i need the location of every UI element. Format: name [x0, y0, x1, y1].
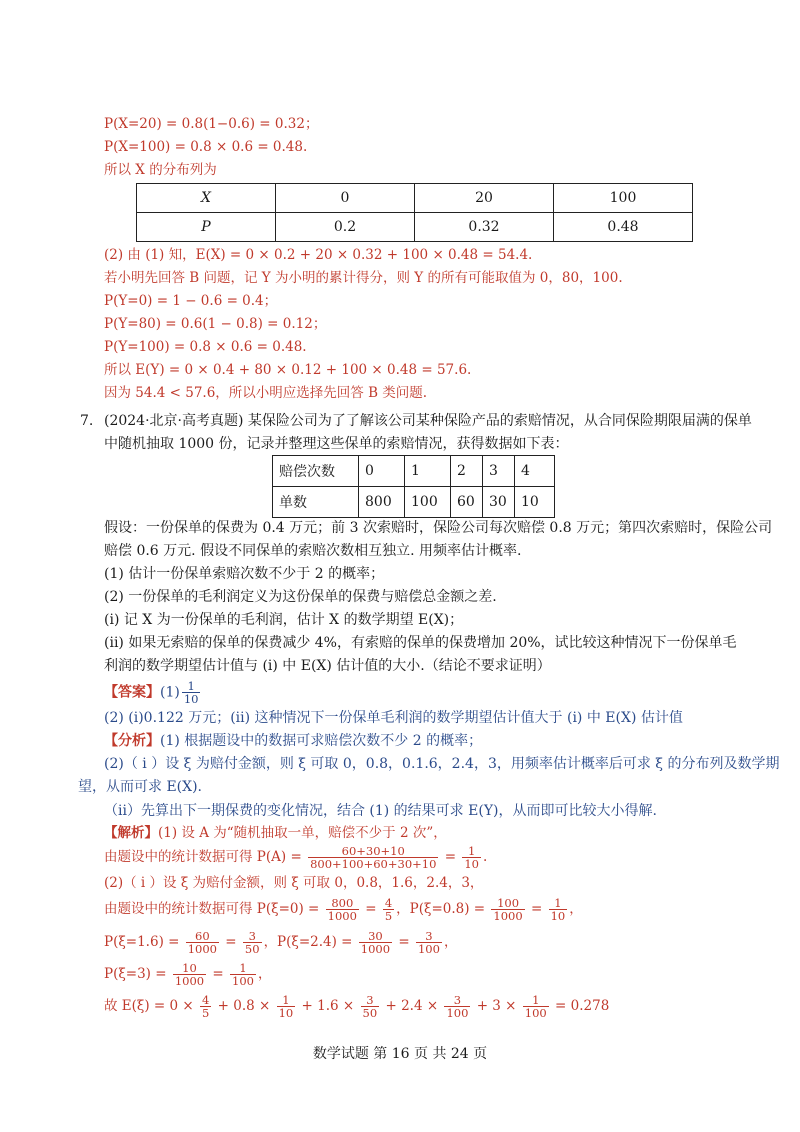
fraction-numerator: 10	[173, 962, 206, 975]
fraction-numerator: 3	[416, 930, 442, 943]
fraction-denominator: 5	[202, 1006, 210, 1020]
solution-term: + 2.4 ×	[385, 998, 439, 1014]
solution-line-4: 由题设中的统计数据可得 P(ξ=0) = $\frac{800}{1000}$ = $\frac{4}{5}$ ，P(ξ=0.8) = $\frac{100}{1000}$ = $\frac{1}{10}$ ，	[104, 896, 583, 923]
answer-line-1	[104, 680, 202, 705]
solution-tag: 【解析】	[104, 825, 158, 841]
table-cell: 赔偿次数	[273, 456, 359, 487]
fraction-numerator: 1	[277, 994, 296, 1007]
table-cell: 单数	[273, 487, 359, 518]
solution-line-7	[104, 994, 609, 1019]
question-part-2: (2) 一份保单的毛利润定义为这份保单的保费与赔偿总金额之差.	[104, 589, 497, 605]
question-part-2ii-a: (ii) 如果无索赔的保单的保费减少 4%，有索赔的保单的保费增加 20%，试比较这种情况下一份保单毛	[104, 635, 737, 651]
table-cell: 0.48	[554, 213, 693, 242]
table-cell: 60	[451, 487, 483, 518]
fraction-numerator: 1	[462, 845, 481, 858]
prev-line-conclusion: 因为 54.4 < 57.6，所以小明应选择先回答 B 类问题.	[104, 385, 428, 401]
analysis-line-3: 望，从而可求 E(X).	[78, 779, 203, 795]
solution-line-1	[104, 822, 447, 844]
solution-text-4-mid: ，P(ξ=0.8) =	[396, 901, 486, 917]
solution-line-2: 由题设中的统计数据可得 P(A) = $\frac{60+30+10}{800+100+60+30+10}$ = $\frac{1}{10}$ .	[104, 844, 488, 871]
fraction-numerator: 4	[202, 993, 210, 1007]
question-number: 7.	[80, 413, 94, 429]
fraction	[491, 897, 524, 922]
fraction-denominator: 10	[550, 909, 566, 923]
analysis-tag: 【分析】	[104, 733, 160, 749]
table-cell: 3	[483, 456, 515, 487]
fraction-numerator: 60+30+10	[308, 845, 438, 858]
fraction-numerator: 1	[523, 994, 549, 1007]
solution-text-5: P(ξ=1.6) =	[104, 934, 180, 950]
fraction-numerator: 1	[549, 897, 568, 910]
fraction	[444, 994, 470, 1019]
table-row	[273, 487, 555, 518]
fraction-denominator: 100	[524, 1006, 547, 1020]
fraction-denominator: 10	[278, 1006, 294, 1020]
table-cell: 30	[483, 487, 515, 518]
fraction	[523, 994, 549, 1019]
fraction-denominator: 1000	[187, 942, 218, 956]
question-line-1: (2024·北京·高考真题) 某保险公司为了了解该公司某种保险产品的索赔情况，从合同保险期限届满的保单	[104, 413, 752, 429]
fraction-denominator: 100	[446, 1006, 469, 1020]
solution-text-5-mid: ，P(ξ=2.4) =	[263, 934, 353, 950]
question-premise-1: 假设：一份保单的保费为 0.4 万元；前 3 次索赔时，保险公司每次赔偿 0.8 万元；第四次索赔时，保险公司	[104, 520, 773, 536]
table-cell: 100	[405, 487, 451, 518]
fraction-numerator: 800	[326, 897, 359, 910]
fraction	[383, 897, 394, 922]
solution-text-2: 由题设中的统计数据可得 P(A) =	[104, 849, 302, 865]
solution-term: + 1.6 ×	[301, 998, 355, 1014]
table-row	[273, 456, 555, 487]
table-row	[137, 213, 693, 242]
table-cell: 10	[515, 487, 555, 518]
fraction	[243, 930, 262, 955]
analysis-line-4: （ii）先算出下一期保费的变化情况，结合 (1) 的结果可求 E(Y)，从而即可比较大小得解.	[104, 803, 657, 819]
solution-term: = 0.278	[555, 998, 610, 1014]
fraction	[200, 994, 211, 1019]
fraction-denominator: 100	[417, 942, 440, 956]
prev-line-ey: 所以 E(Y) = 0 × 0.4 + 80 × 0.12 + 100 × 0.48 = 57.6.	[104, 362, 472, 378]
prev-line-py100: P(Y=100) = 0.8 × 0.6 = 0.48.	[104, 339, 307, 355]
fraction-numerator: 1	[182, 680, 201, 693]
question-part-2ii-b: 利润的数学期望估计值与 (i) 中 E(X) 估计值的大小.（结论不要求证明）	[104, 658, 551, 674]
answer-fraction	[182, 680, 201, 705]
fraction-denominator: 800+100+60+30+10	[310, 857, 437, 871]
answer-part-1: (1)	[160, 684, 180, 701]
fraction	[186, 930, 219, 955]
fraction	[359, 930, 392, 955]
solution-text-4: 由题设中的统计数据可得 P(ξ=0) =	[104, 901, 320, 917]
prev-line-ex: (2) 由 (1) 知，E(X) = 0 × 0.2 + 20 × 0.32 + 100 × 0.48 = 54.4.	[104, 247, 533, 263]
fraction-pa-result	[462, 845, 481, 870]
analysis-text-1: (1) 根据题设中的数据可求赔偿次数不少 2 的概率；	[160, 733, 483, 749]
solution-text-6: P(ξ=3) =	[104, 966, 167, 982]
fraction-numerator: 100	[491, 897, 524, 910]
prev-line-py80: P(Y=80) = 0.6(1 − 0.8) = 0.12；	[104, 316, 327, 332]
prev-line-py0: P(Y=0) = 1 − 0.6 = 0.4；	[104, 293, 278, 309]
claims-table	[272, 455, 555, 518]
answer-tag: 【答案】	[104, 684, 160, 701]
fraction-denominator: 5	[384, 909, 393, 923]
fraction-denominator: 10	[183, 692, 199, 706]
solution-term: + 3 ×	[476, 998, 517, 1014]
fraction-denominator: 1000	[174, 974, 205, 988]
fraction-denominator: 10	[464, 857, 479, 871]
fraction-numerator: 30	[359, 930, 392, 943]
fraction	[549, 897, 568, 922]
table-cell: 1	[405, 456, 451, 487]
fraction-pa	[308, 845, 438, 870]
question-part-1: (1) 估计一份保单索赔次数不少于 2 的概率；	[104, 566, 385, 582]
fraction-denominator: 1000	[327, 909, 357, 923]
solution-text-1: (1) 设 A 为“随机抽取一单，赔偿不少于 2 次”，	[158, 825, 447, 841]
answer-line-2: (2) (i)0.122 万元；(ii) 这种情况下一份保单毛利润的数学期望估计值大于 (i) 中 E(X) 估计值	[104, 710, 683, 726]
fraction	[277, 994, 296, 1019]
distribution-table-x	[136, 183, 693, 242]
table-cell: 2	[451, 456, 483, 487]
table-cell: 0	[276, 184, 415, 213]
question-line-2: 中随机抽取 1000 份，记录并整理这些保单的索赔情况，获得数据如下表：	[104, 436, 569, 452]
fraction-numerator: 3	[361, 994, 380, 1007]
prev-line-px20: P(X=20) = 0.8(1−0.6) = 0.32；	[104, 116, 319, 132]
table-cell: 4	[515, 456, 555, 487]
fraction-denominator: 50	[244, 942, 260, 956]
fraction-denominator: 1000	[360, 942, 391, 956]
analysis-line-1	[104, 730, 482, 752]
solution-line-3: (2)（ i ）设 ξ 为赔付金额，则 ξ 可取 0，0.8，1.6，2.4，3，	[104, 875, 484, 891]
question-part-2i: (i) 记 X 为一份保单的毛利润，估计 X 的数学期望 E(X)；	[104, 612, 464, 628]
table-cell: 0.2	[276, 213, 415, 242]
table-cell: 100	[554, 184, 693, 213]
fraction-denominator: 100	[232, 974, 254, 988]
analysis-line-2: (2)（ i ）设 ξ 为赔付金额，则 ξ 可取 0，0.8，0.1.6，2.4，3，用频率估计概率后可求 ξ 的分布列及数学期	[104, 756, 780, 772]
table-cell: X	[137, 184, 276, 213]
solution-line-6: P(ξ=3) = $\frac{10}{1000}$ = $\frac{1}{100}$ ，	[104, 961, 272, 988]
fraction	[416, 930, 442, 955]
table-row	[137, 184, 693, 213]
table-cell: 800	[359, 487, 405, 518]
page-footer: 数学试题 第 16 页 共 24 页	[312, 1046, 488, 1062]
prev-line-y-values: 若小明先回答 B 问题，记 Y 为小明的累计得分，则 Y 的所有可能取值为 0，80，100.	[104, 270, 623, 286]
solution-text-7: 故 E(ξ) = 0 ×	[104, 998, 194, 1014]
fraction-numerator: 3	[444, 994, 470, 1007]
fraction	[361, 994, 380, 1019]
fraction-denominator: 50	[362, 1006, 378, 1020]
solution-term: + 0.8 ×	[217, 998, 271, 1014]
table-cell: 0.32	[415, 213, 554, 242]
fraction-numerator: 3	[243, 930, 262, 943]
fraction-numerator: 1	[230, 962, 256, 975]
fraction-numerator: 60	[186, 930, 219, 943]
fraction-numerator: 4	[384, 896, 393, 910]
table-cell: P	[137, 213, 276, 242]
prev-line-dist-intro: 所以 X 的分布列为	[104, 162, 217, 178]
fraction	[326, 897, 359, 922]
prev-line-px100: P(X=100) = 0.8 × 0.6 = 0.48.	[104, 139, 308, 155]
fraction	[173, 962, 206, 987]
table-cell: 0	[359, 456, 405, 487]
solution-line-5: P(ξ=1.6) = $\frac{60}{1000}$ = $\frac{3}{50}$ ，P(ξ=2.4) = $\frac{30}{1000}$ = $\frac{3}{100}$ ，	[104, 929, 458, 956]
fraction	[230, 962, 256, 987]
question-premise-2: 赔偿 0.6 万元. 假设不同保单的索赔次数相互独立. 用频率估计概率.	[104, 543, 522, 559]
table-cell: 20	[415, 184, 554, 213]
fraction-denominator: 1000	[493, 909, 523, 923]
